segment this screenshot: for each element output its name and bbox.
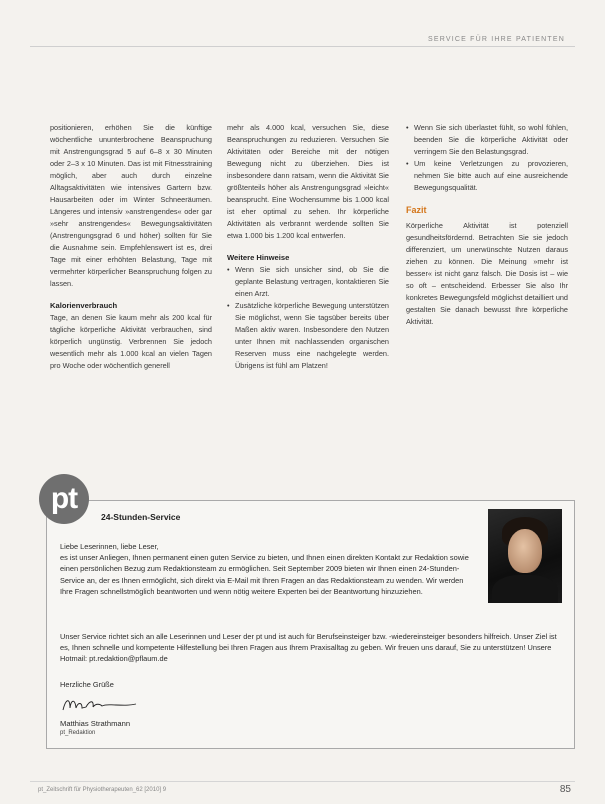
- signature-role: pt_Redaktion: [60, 730, 96, 736]
- fazit-heading: Fazit: [406, 205, 427, 215]
- col2-paragraph-1: mehr als 4.000 kcal, versuchen Sie, diese Beanspruchungen zu reduzieren. Versuchen Sie Aktivitäten oder Bereiche mit der nötigen Bewegung nicht zu überziehen. Dies ist insbesondere dann ratsam, wenn die Aktivität Sie größtenteils höher als Anstrengungsgrad »leicht« beansprucht. Eine Wochensumme bis 1.000 kcal ist eher optimal zu sehen. Ihr körperliche Aktivitäten als verbrannt werdende sollten Sie etwa 1.000 bis 1.200 kcal entwerfen.: [227, 123, 389, 240]
- list-item: • Zusätzliche körperliche Bewegung unterstützen Sie möglichst, wenn Sie tagsüber bereits über Maßen aktiv waren. Insbesondere den Nutzen unter Ihnen mit nachlassenden organischen Reserven muss eine nachgelegte werden. Übrigens ist fühl am Platzen!: [227, 300, 389, 372]
- col2-heading: Weitere Hinweise: [227, 253, 290, 262]
- col1-paragraph-2: Tage, an denen Sie kaum mehr als 200 kcal für tägliche körperliche Aktivität verbrauchen, sind körperlich ungünstig. Verbrennen Sie jedoch wesentlich mehr als 1.000 kcal an vielen Tagen pro Woche oder wöchentlich generell: [50, 313, 212, 370]
- service-letter: [60, 541, 478, 597]
- service-letter-continued: [60, 631, 565, 665]
- salutation: Liebe Leserinnen, liebe Leser,: [60, 542, 159, 551]
- col3-list: [406, 122, 568, 194]
- running-head: SERVICE FÜR IHRE PATIENTEN: [428, 36, 565, 43]
- handwritten-signature: [60, 694, 140, 716]
- list-item: • Um keine Verletzungen zu provozieren, nehmen Sie bitte auch auf eine ausreichende Bewegungsqualität.: [406, 158, 568, 194]
- col1-paragraph-1: positionieren, erhöhen Sie die künftige wöchentliche ununterbrochene Beanspruchung mit Anstrengungsgrad 5 auf 6–8 x 30 Minuten oder 2–3 x 10 Minuten. Das ist mit Fitnesstraining möglich, aber auch durch einzelne Alltagsaktivitäten wie intensives Gartern bzw. Hausarbeiten oder im Winter Schneeräumen. Längeres und intensiv »anstrengendes« oder gar »sehr anstrengendes« Bewegungsaktivitäten (Anstrengungsgrad 6 und höher) sollten für Sie die Ausnahme sein. Empfehlenswert ist es, drei Tage mit einer erhöhten Belastung, Tage mit vermehrter körperlicher Beanspruchung folgen zu lassen.: [50, 123, 212, 288]
- column-3: [406, 122, 568, 328]
- footer-citation: pt_Zeitschrift für Physiotherapeuten_62 [2010] 9: [38, 787, 167, 793]
- pt-logo: pt: [39, 474, 89, 524]
- col1-heading: Kalorienverbrauch: [50, 301, 118, 310]
- greeting: Herzliche Grüße: [60, 680, 114, 689]
- page-number: 85: [559, 784, 571, 795]
- fazit-paragraph: Körperliche Aktivität ist potenziell gesundheitsfördernd. Betrachten Sie sie jedoch differenziert, um unerwünschte Nutzen daraus ziehen zu können. Die Meinung »mehr ist besser« ist nicht ganz falsch. Die Dosis ist – wie so oft – entscheidend. Erbesser Sie also Ihr konkretes Bewegungsfeld möglichst detailliert und gestalten Sie danach bewusst Ihre körperliche Aktivität.: [406, 221, 568, 326]
- footer-rule: [30, 781, 575, 782]
- signature-name: Matthias Strathmann: [60, 719, 131, 728]
- col2-list: [227, 264, 389, 372]
- letter-paragraph-1: es ist unser Anliegen, Ihnen permanent einen guten Service zu bieten, und Ihnen einen direkten Kontakt zur Redaktion sowie einen persönlichen Bezug zum Redaktionsteam zu ermöglichen. Seit September 2009 bieten wir Ihnen einen 24-Stunden-Service an, der es Ihnen ermöglicht, sich direkt via E-Mail mit Ihren Fragen an das Redaktionsteam zu wenden. Wir werden Ihre Fragen schnellstmöglich beantworten und wenn nötig weitere Experten bei der Beantwortung hinzuziehen.: [60, 553, 469, 596]
- column-2: [227, 122, 389, 372]
- letter-paragraph-2: Unser Service richtet sich an alle Leserinnen und Leser der pt und ist auch für Berufseinsteiger bzw. -wiedereinsteiger besonders hilfreich. Unser Ziel ist es, Ihnen schnelle und kompetente Hilfestellung bei Ihren Fragen aus Ihrem Praxisalltag zu geben. Wir freuen uns darauf, Sie zu unterstützen! Unsere Hotmail: pt.redaktion@pflaum.de: [60, 632, 557, 664]
- header-rule: [30, 46, 575, 47]
- column-1: [50, 122, 212, 372]
- list-item: • Wenn Sie sich unsicher sind, ob Sie die geplante Belastung vertragen, kontaktieren Sie einen Arzt.: [227, 264, 389, 300]
- service-title: 24-Stunden-Service: [101, 512, 181, 522]
- list-item: • Wenn Sie sich überlastet fühlt, so wohl fühlen, beenden Sie die körperliche Aktivität oder verringern Sie den Belastungsgrad.: [406, 122, 568, 158]
- editor-photo: [488, 509, 562, 603]
